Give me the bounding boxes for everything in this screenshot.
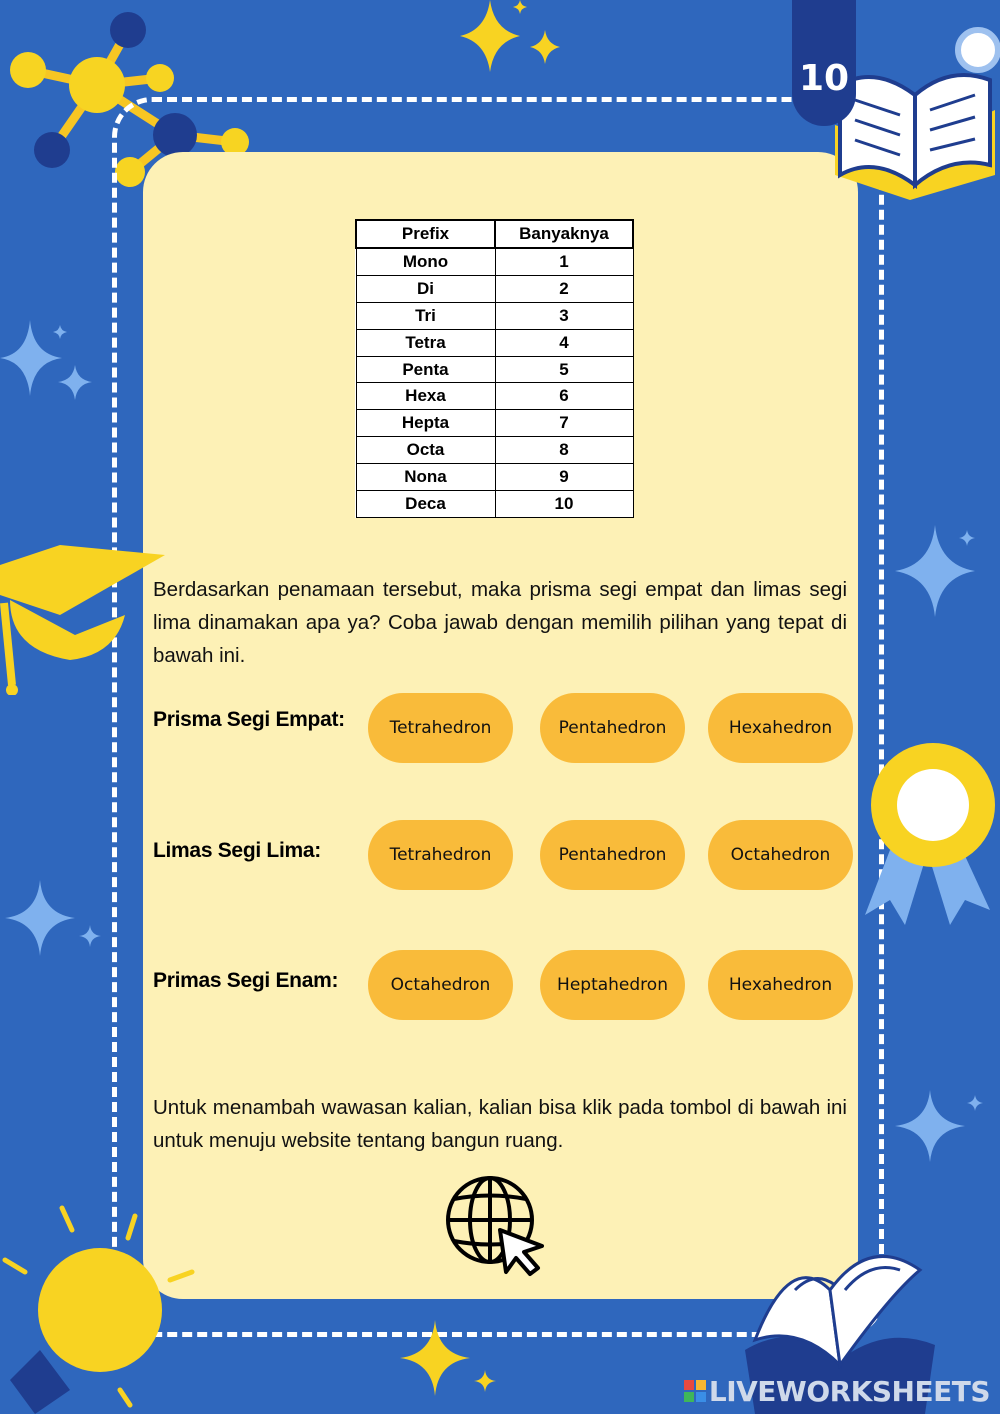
sparkle-right-lower	[895, 1080, 1000, 1190]
option-q2-octahedron[interactable]: Octahedron	[708, 820, 853, 890]
question-label-primas-segi-enam: Primas Segi Enam:	[153, 969, 339, 992]
cell-count: 6	[495, 383, 633, 410]
option-q2-pentahedron[interactable]: Pentahedron	[540, 820, 685, 890]
option-q2-tetrahedron[interactable]: Tetrahedron	[368, 820, 513, 890]
table-row	[356, 383, 633, 410]
liveworksheets-brand	[684, 1375, 990, 1408]
cell-prefix: Hexa	[356, 383, 495, 410]
table-header-row	[356, 220, 633, 248]
cell-prefix: Deca	[356, 491, 495, 518]
table-row	[356, 491, 633, 518]
graduation-cap-decoration	[0, 545, 170, 695]
cell-count: 10	[495, 491, 633, 518]
cell-prefix: Octa	[356, 437, 495, 464]
sparkle-left-lower	[0, 870, 110, 980]
header-banyaknya: Banyaknya	[495, 220, 633, 248]
cell-prefix: Di	[356, 275, 495, 302]
intro-paragraph: Berdasarkan penamaan tersebut, maka prisma segi empat dan limas segi lima dinamakan apa ya? Coba jawab dengan memilih pilihan yang tepat di bawah ini.	[153, 578, 847, 667]
sparkle-top	[440, 0, 570, 80]
cell-count: 8	[495, 437, 633, 464]
cell-count: 3	[495, 302, 633, 329]
cell-prefix: Mono	[356, 248, 495, 275]
sparkle-bottom	[395, 1310, 505, 1414]
cell-prefix: Tri	[356, 302, 495, 329]
cell-prefix: Penta	[356, 356, 495, 383]
cell-prefix: Hepta	[356, 410, 495, 437]
table-row	[356, 275, 633, 302]
option-q1-hexahedron[interactable]: Hexahedron	[708, 693, 853, 763]
table-row	[356, 437, 633, 464]
globe-cursor-icon[interactable]	[444, 1172, 548, 1278]
cell-count: 2	[495, 275, 633, 302]
option-q3-heptahedron[interactable]: Heptahedron	[540, 950, 685, 1020]
cell-prefix: Tetra	[356, 329, 495, 356]
page-number-tab	[792, 0, 856, 126]
lightbulb-decoration	[0, 1200, 200, 1414]
option-q1-tetrahedron[interactable]: Tetrahedron	[368, 693, 513, 763]
cell-count: 7	[495, 410, 633, 437]
liveworksheets-logo-icon	[684, 1380, 706, 1402]
cell-count: 9	[495, 464, 633, 491]
sparkle-right	[895, 525, 1000, 645]
outro-paragraph: Untuk menambah wawasan kalian, kalian bisa klik pada tombol di bawah ini untuk menuju website tentang bangun ruang.	[153, 1096, 847, 1152]
header-prefix: Prefix	[356, 220, 495, 248]
cell-count: 5	[495, 356, 633, 383]
table-row	[356, 410, 633, 437]
question-label-limas-segi-lima: Limas Segi Lima:	[153, 839, 321, 862]
table-row	[356, 356, 633, 383]
prefix-table	[355, 219, 634, 518]
table-row	[356, 302, 633, 329]
sparkle-left	[0, 320, 110, 420]
award-ribbon-decoration	[855, 740, 1000, 925]
page-number: 10	[798, 58, 850, 99]
cell-count: 4	[495, 329, 633, 356]
option-q3-octahedron[interactable]: Octahedron	[368, 950, 513, 1020]
table-row	[356, 248, 633, 275]
table-row	[356, 329, 633, 356]
option-q1-pentahedron[interactable]: Pentahedron	[540, 693, 685, 763]
brand-text: LIVEWORKSHEETS	[708, 1375, 990, 1408]
question-label-prisma-segi-empat: Prisma Segi Empat:	[153, 708, 345, 731]
table-row	[356, 464, 633, 491]
option-q3-hexahedron[interactable]: Hexahedron	[708, 950, 853, 1020]
cell-prefix: Nona	[356, 464, 495, 491]
cell-count: 1	[495, 248, 633, 275]
